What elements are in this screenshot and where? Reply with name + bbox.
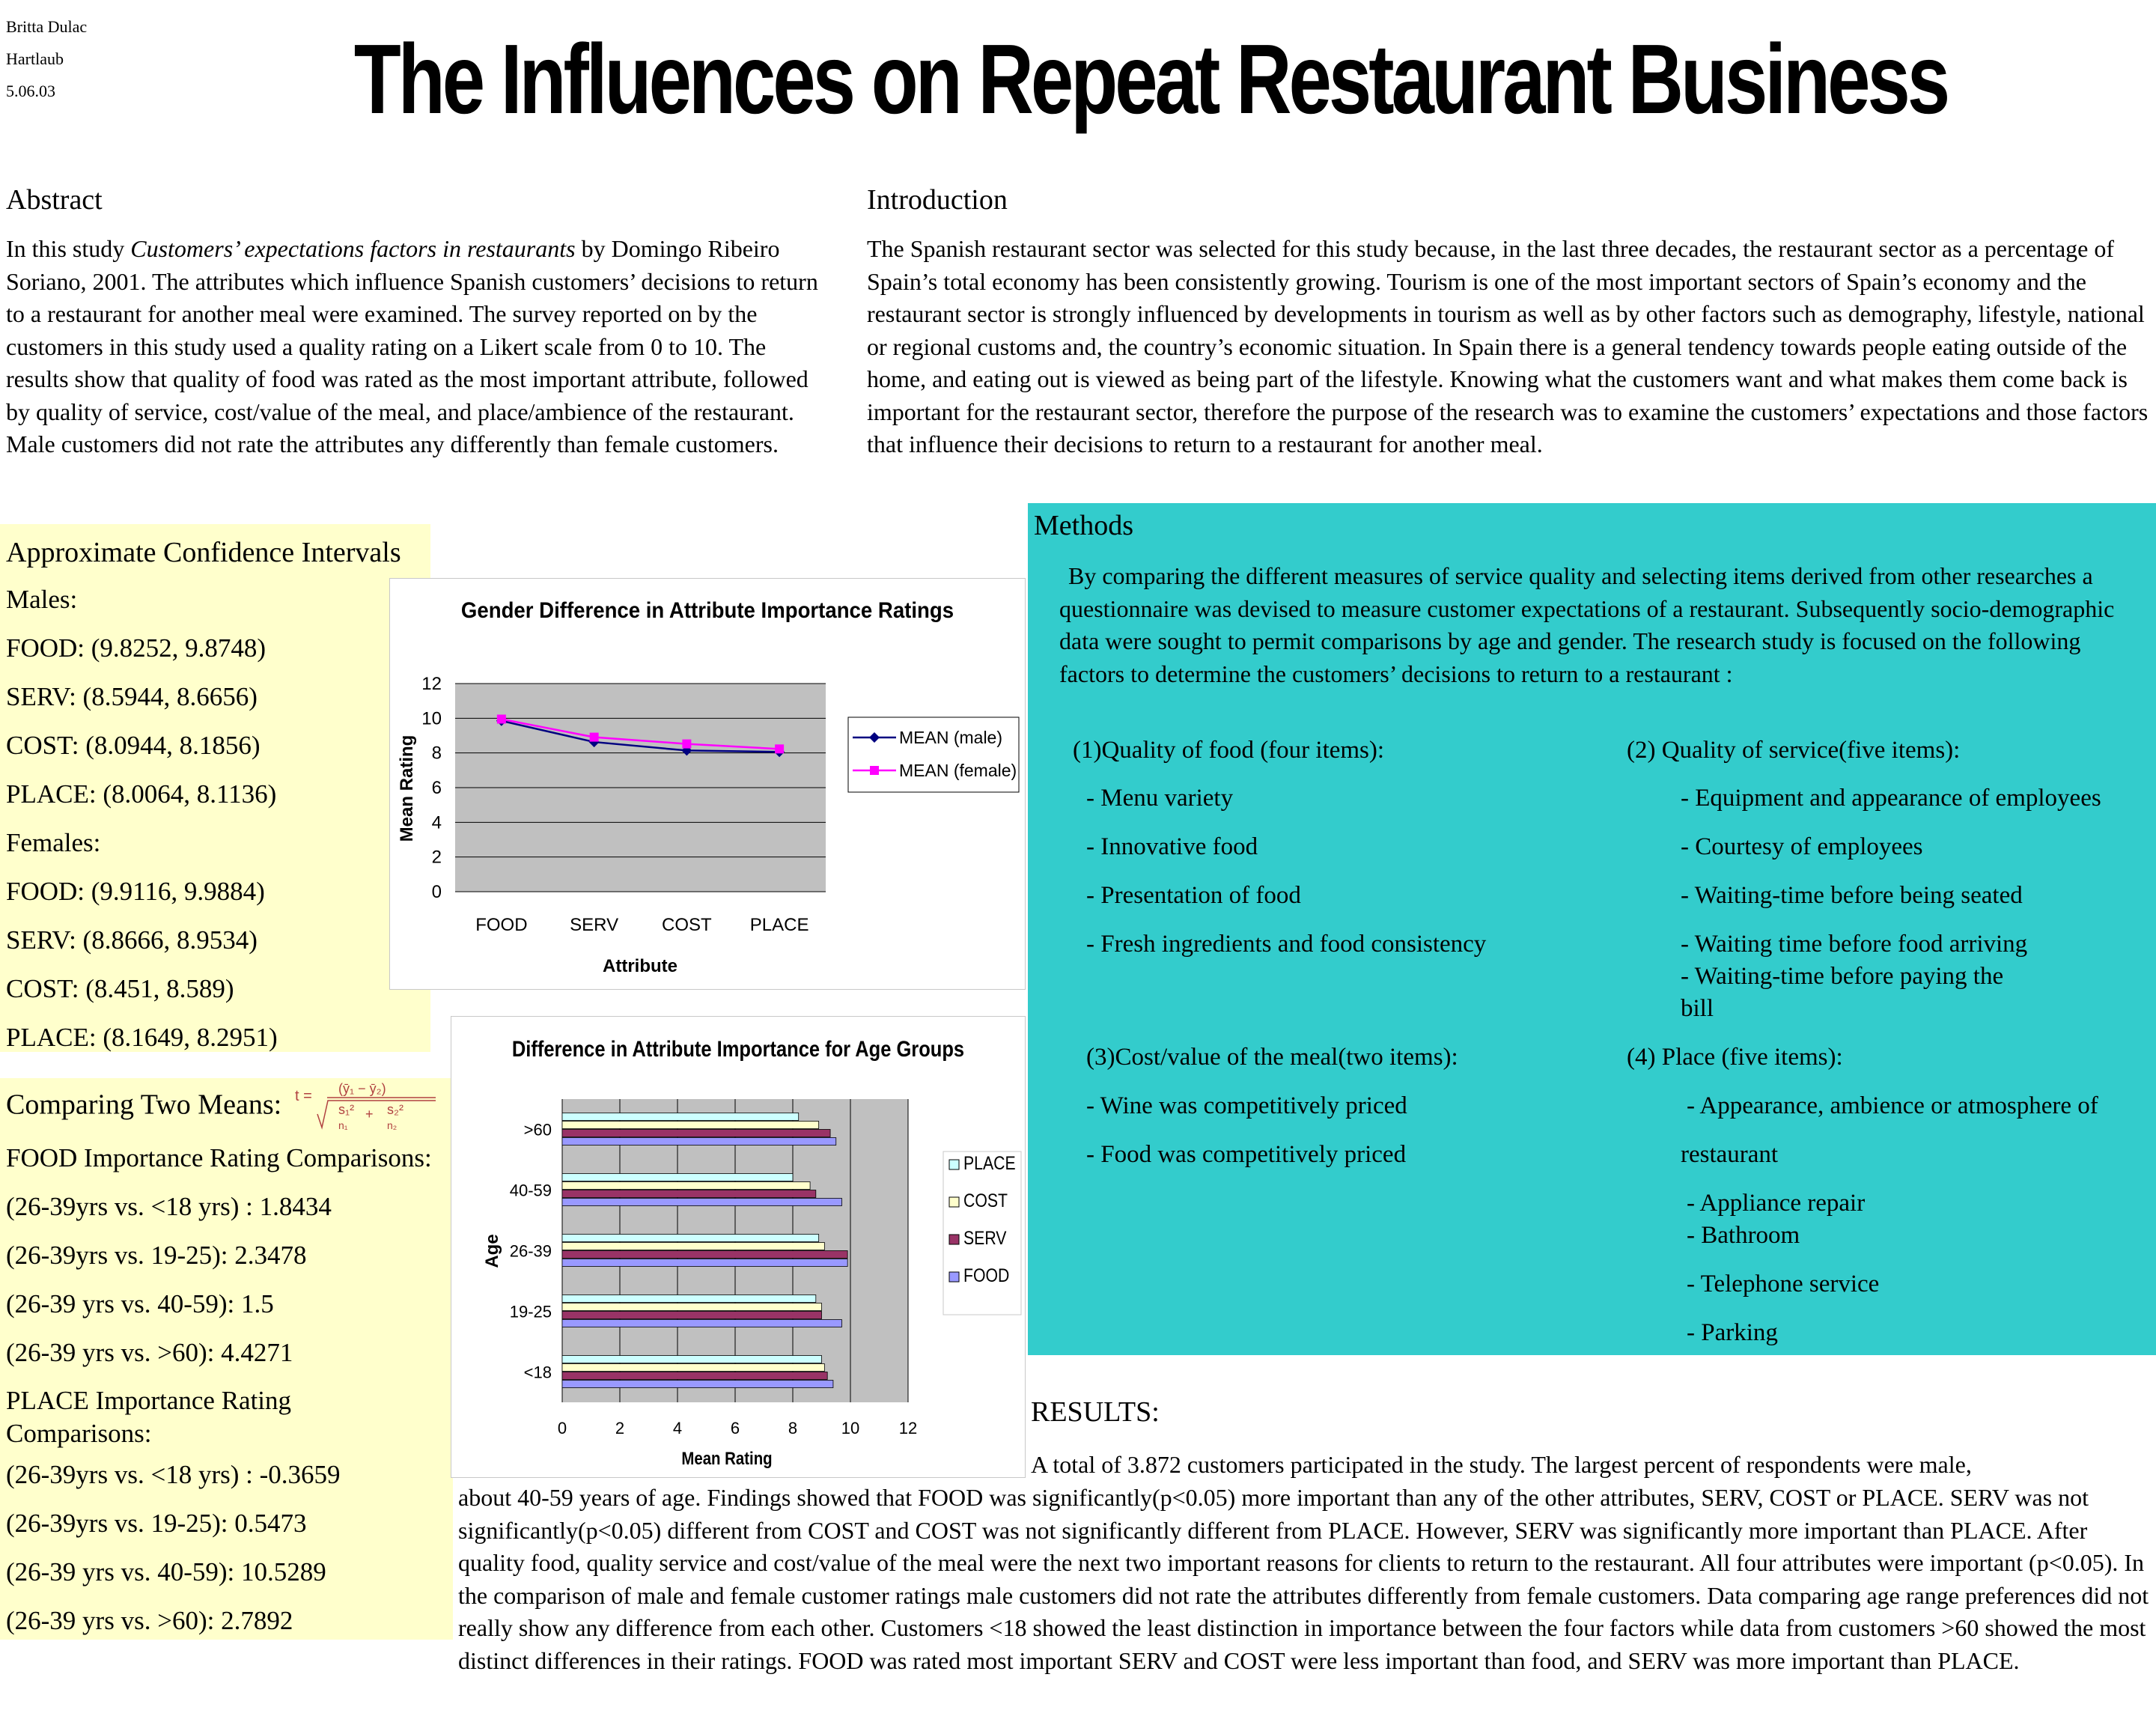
service-item: - Courtesy of employees bbox=[1681, 833, 1923, 860]
comparison-line: (26-39yrs vs. 19-25): 0.5473 bbox=[6, 1509, 307, 1538]
legend-label: SERV bbox=[963, 1227, 1007, 1249]
place-heading: (4) Place (five items): bbox=[1627, 1044, 1843, 1071]
bar bbox=[562, 1295, 816, 1303]
methods-heading: Methods bbox=[1034, 510, 1133, 541]
y-tick-label: 26-39 bbox=[509, 1241, 552, 1261]
data-point bbox=[497, 714, 506, 723]
bar bbox=[562, 1138, 836, 1146]
methods-text: By comparing the different measures of service quality and selecting items derived from other researches a questionnaire was devised to measure customer expectations of a restaurant. Subsequently socio-demographic data were sought to permit comparisons by age and gender. The research study is focused on the following factors to determine the customers’ decisions to return to a restaurant : bbox=[1059, 562, 2115, 687]
legend-label: COST bbox=[963, 1190, 1008, 1211]
service-item: - Waiting-time before being seated bbox=[1681, 882, 2023, 909]
x-tick-label: PLACE bbox=[749, 915, 809, 935]
x-axis-label: Attribute bbox=[603, 956, 677, 976]
food-item: - Fresh ingredients and food consistency bbox=[1086, 931, 1487, 958]
svg-text:s₂²: s₂² bbox=[386, 1102, 404, 1117]
place-item: - Bathroom bbox=[1687, 1222, 1800, 1249]
date: 5.06.03 bbox=[6, 82, 55, 100]
bar bbox=[562, 1113, 799, 1121]
food-quality-heading: (1)Quality of food (four items): bbox=[1073, 737, 1385, 764]
methods-box bbox=[1028, 503, 2156, 1355]
comparison-line: (26-39 yrs vs. 40-59): 1.5 bbox=[6, 1289, 274, 1318]
bar bbox=[562, 1356, 822, 1363]
age-chart-svg bbox=[451, 1017, 1025, 1477]
introduction-heading: Introduction bbox=[867, 184, 1008, 216]
legend-label: MEAN (male) bbox=[899, 728, 1003, 747]
teacher-name: Hartlaub bbox=[6, 49, 64, 68]
comparing-heading bbox=[0, 1078, 453, 1134]
comparison-line: (26-39yrs vs. <18 yrs) : -0.3659 bbox=[6, 1460, 341, 1489]
comparing-means-box bbox=[0, 1078, 453, 1640]
bar bbox=[562, 1381, 833, 1388]
x-tick-label: 12 bbox=[898, 1419, 918, 1438]
bar bbox=[562, 1190, 816, 1198]
ci-line: SERV: (8.5944, 8.6656) bbox=[6, 682, 258, 711]
svg-text:t =: t = bbox=[294, 1088, 312, 1104]
x-tick-label: 10 bbox=[841, 1419, 860, 1438]
chart-title: Gender Difference in Attribute Importance Ratings bbox=[460, 597, 954, 624]
svg-text:(ȳ₁ − ȳ₂): (ȳ₁ − ȳ₂) bbox=[338, 1081, 386, 1096]
food-item: - Innovative food bbox=[1086, 833, 1258, 860]
data-point bbox=[682, 740, 691, 749]
bar bbox=[562, 1243, 824, 1250]
bar bbox=[562, 1320, 841, 1327]
cost-item: - Wine was competitively priced bbox=[1086, 1092, 1407, 1119]
bar bbox=[562, 1182, 810, 1190]
comparison-line: FOOD Importance Rating Comparisons: bbox=[6, 1143, 432, 1172]
bar bbox=[562, 1199, 841, 1206]
ci-line: FOOD: (9.9116, 9.9884) bbox=[6, 877, 265, 906]
comparison-line: (26-39 yrs vs. >60): 4.4271 bbox=[6, 1338, 293, 1367]
comparison-line: Comparisons: bbox=[6, 1419, 152, 1448]
cost-value-heading: (3)Cost/value of the meal(two items): bbox=[1086, 1044, 1458, 1071]
svg-text:n₁: n₁ bbox=[338, 1119, 348, 1131]
author-name: Britta Dulac bbox=[6, 17, 88, 36]
place-item: restaurant bbox=[1681, 1141, 1779, 1168]
legend-label: FOOD bbox=[963, 1265, 1010, 1286]
comparison-line: (26-39yrs vs. 19-25): 2.3478 bbox=[6, 1241, 307, 1270]
place-item: - Telephone service bbox=[1687, 1271, 1880, 1297]
y-tick-label: 2 bbox=[431, 847, 442, 868]
place-item: - Appearance, ambience or atmosphere of bbox=[1687, 1092, 2098, 1119]
gender-chart-svg bbox=[390, 579, 1025, 989]
ci-line: COST: (8.451, 8.589) bbox=[6, 974, 234, 1003]
ci-line: COST: (8.0944, 8.1856) bbox=[6, 731, 261, 760]
confidence-intervals-box bbox=[0, 524, 430, 1052]
y-tick-label: 6 bbox=[431, 778, 442, 798]
y-tick-label: 0 bbox=[431, 882, 442, 902]
bar bbox=[562, 1251, 847, 1259]
x-axis-label: Mean Rating bbox=[681, 1448, 773, 1469]
results-heading: RESULTS: bbox=[1031, 1396, 1160, 1428]
bar bbox=[562, 1122, 819, 1129]
svg-text:+: + bbox=[365, 1107, 374, 1122]
data-point bbox=[590, 733, 599, 742]
legend-swatch bbox=[949, 1235, 959, 1244]
y-tick-label: 19-25 bbox=[509, 1302, 552, 1321]
gender-chart bbox=[389, 578, 1026, 990]
results-first-line: A total of 3.872 customers participated in the study. The largest percent of respondents were male, bbox=[1031, 1451, 1972, 1478]
author-info bbox=[6, 10, 87, 107]
y-tick-label: 12 bbox=[421, 674, 442, 694]
y-tick-label: 8 bbox=[431, 743, 442, 764]
svg-text:n₂: n₂ bbox=[386, 1119, 397, 1131]
comparison-line: (26-39yrs vs. <18 yrs) : 1.8434 bbox=[6, 1192, 332, 1221]
ci-line: FOOD: (9.8252, 9.8748) bbox=[6, 633, 267, 663]
service-item: - Waiting-time before paying the bbox=[1681, 963, 2004, 990]
results-text: about 40-59 years of age. Findings showed that FOOD was significantly(p<0.05) more important than any of the other attributes, SERV, COST or PLACE. SERV was not significantly(p<0.05) different from COST and COST was not significantly different from PLACE. However, SERV was significantly more important than PLACE. After quality food, quality service and cost/value of the meal were the next two important reasons for clients to return to the restaurant. All four attributes were important (p<0.05). In the comparison of male and female customer ratings male customers did not rate the attributes differently from female customers. Data comparing age range preferences did not really show any difference from each other. Customers <18 showed the least distinction in importance between the four factors while data from customers >60 showed the most distinct differences in their ratings. FOOD was rated most important SERV and COST were less important than food, and SERV was more important than PLACE. bbox=[458, 1484, 2149, 1674]
age-chart bbox=[451, 1016, 1026, 1478]
abstract-text-a: In this study bbox=[6, 235, 131, 262]
ci-line: Males: bbox=[6, 585, 78, 614]
service-quality-heading: (2) Quality of service(five items): bbox=[1627, 737, 1961, 764]
x-tick-label: COST bbox=[662, 915, 712, 935]
x-tick-label: 8 bbox=[788, 1419, 798, 1438]
y-tick-label: 4 bbox=[431, 812, 442, 833]
bar bbox=[562, 1259, 847, 1267]
introduction-section bbox=[867, 183, 2149, 461]
abstract-study-title: Customers’ expectations factors in restaurants bbox=[130, 235, 576, 262]
y-axis-label: Mean Rating bbox=[397, 734, 417, 842]
food-item: - Presentation of food bbox=[1086, 882, 1301, 909]
y-axis-label: Age bbox=[482, 1234, 502, 1268]
service-item: bill bbox=[1681, 995, 1714, 1022]
y-tick-label: >60 bbox=[523, 1120, 552, 1140]
ci-line: Females: bbox=[6, 828, 101, 857]
abstract-heading: Abstract bbox=[6, 184, 103, 216]
abstract-section bbox=[6, 183, 822, 461]
place-item: - Appliance repair bbox=[1687, 1190, 1866, 1217]
legend-swatch bbox=[949, 1272, 959, 1282]
comparison-line: (26-39 yrs vs. 40-59): 10.5289 bbox=[6, 1557, 326, 1586]
comparison-line: PLACE Importance Rating bbox=[6, 1386, 292, 1415]
ci-line: PLACE: (8.1649, 8.2951) bbox=[6, 1023, 278, 1052]
x-tick-label: FOOD bbox=[475, 915, 528, 935]
confidence-heading: Approximate Confidence Intervals bbox=[6, 537, 401, 568]
legend-swatch bbox=[949, 1197, 959, 1207]
y-tick-label: 10 bbox=[421, 708, 442, 729]
y-tick-label: <18 bbox=[523, 1363, 552, 1382]
abstract-text bbox=[6, 233, 822, 461]
legend-label: PLACE bbox=[963, 1152, 1016, 1174]
bar bbox=[562, 1174, 793, 1181]
x-tick-label: 4 bbox=[672, 1419, 683, 1438]
x-tick-label: 2 bbox=[615, 1419, 625, 1438]
ci-line: PLACE: (8.0064, 8.1136) bbox=[6, 779, 277, 809]
y-tick-label: 40-59 bbox=[509, 1181, 552, 1200]
service-item: - Waiting time before food arriving bbox=[1681, 931, 2028, 958]
comparison-line: (26-39 yrs vs. >60): 2.7892 bbox=[6, 1606, 293, 1635]
ci-line: SERV: (8.8666, 8.9534) bbox=[6, 925, 258, 955]
introduction-text: The Spanish restaurant sector was selected for this study because, in the last three decades, the restaurant sector as a percentage of Spain’s total economy has been consistently growing. Tourism is one of the most important sectors of Spain’s economy and the restaurant sector is strongly influenced by developments in tourism as well as by other factors such as demography, lifestyle, national or regional customs and, the country’s economic situation. In Spain there is a general tendency towards people eating outside of the home, and eating out is viewed as being part of the lifestyle. Knowing what the customers want and what makes them come back is important for the restaurant sector, therefore the purpose of the research was to examine the customers’ expectations and those factors that influence their decisions to return to a restaurant for another meal. bbox=[867, 235, 2149, 457]
x-tick-label: 6 bbox=[730, 1419, 740, 1438]
x-tick-label: 0 bbox=[557, 1419, 567, 1438]
service-item: - Equipment and appearance of employees bbox=[1681, 785, 2101, 812]
svg-text:s₁²: s₁² bbox=[338, 1102, 354, 1117]
food-item: - Menu variety bbox=[1086, 785, 1234, 812]
poster-title: The Influences on Repeat Restaurant Business bbox=[353, 24, 1948, 134]
bar bbox=[562, 1312, 822, 1319]
place-item: - Parking bbox=[1687, 1319, 1778, 1346]
chart-title: Difference in Attribute Importance for Age Groups bbox=[511, 1036, 965, 1062]
cost-item: - Food was competitively priced bbox=[1086, 1141, 1407, 1168]
legend-marker bbox=[870, 766, 879, 775]
legend-swatch bbox=[949, 1160, 959, 1169]
t-statistic-formula bbox=[293, 1081, 443, 1134]
bar bbox=[562, 1303, 822, 1311]
bar bbox=[562, 1372, 827, 1380]
bar bbox=[562, 1364, 824, 1372]
x-tick-label: SERV bbox=[570, 915, 619, 935]
bar bbox=[562, 1130, 830, 1137]
bar bbox=[562, 1235, 819, 1242]
comparing-heading-text: Comparing Two Means: bbox=[6, 1089, 282, 1121]
abstract-text-b: by Domingo Ribeiro Soriano, 2001. The attributes which influence Spanish customers’ decisions to return to a restaurant for another meal were examined. The survey reported on by the customers in this study used a quality rating on a Likert scale from 0 to 10. The results show that quality of food was rated as the most important attribute, followed by quality of service, cost/value of the meal, and place/ambience of the restaurant. Male customers did not rate the attributes any differently than female customers. bbox=[6, 235, 818, 457]
data-point bbox=[775, 744, 784, 753]
legend-label: MEAN (female) bbox=[899, 761, 1017, 780]
